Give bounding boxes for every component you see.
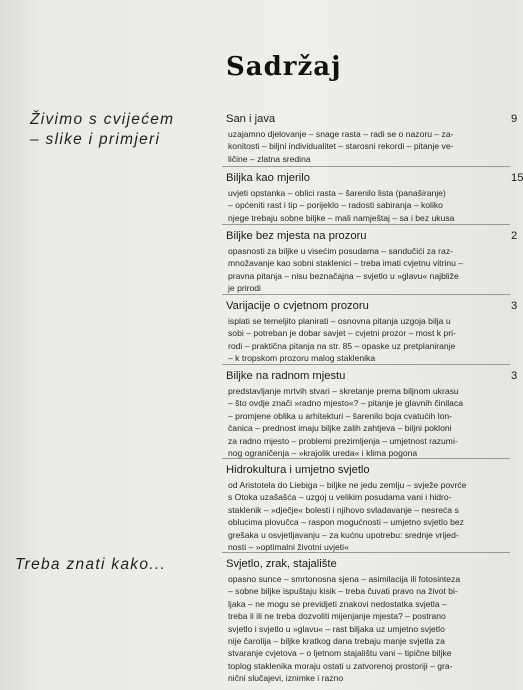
toc-entry (222, 552, 517, 685)
desc-line: toplog staklenika moraju ostati u zatvorenoj prostoriji – gra- (228, 660, 453, 671)
toc-entry (222, 224, 517, 294)
desc-line: ličine – zlatna sredina (228, 153, 311, 164)
toc-entry-desc (222, 245, 508, 295)
desc-line: nog ograničenja – »krajolik ureda« i klima pogona (228, 448, 418, 459)
toc-entry (222, 458, 517, 552)
toc-entry-desc (222, 315, 508, 365)
desc-line: sobi – potreban je dobar savjet – cvjetni prozor – most k pri- (228, 328, 456, 339)
desc-line: pravna pitanja – nisu beznačajna – svjetlo u »glavu« najbliže (228, 270, 459, 281)
toc-entry-desc (222, 479, 508, 553)
toc-entry (222, 166, 523, 224)
desc-line: svjetlo i svjetlo u »glavu« – rast biljaka uz umjetno svjetlo (228, 623, 445, 634)
section-heading-treba-znati (15, 555, 166, 575)
toc-entry-page: 3 (511, 300, 518, 312)
toc-entry-page: 15 (511, 172, 523, 184)
desc-line: množavanje kao sobni staklenici – treba imati cvjetnu vitrinu – (228, 258, 464, 269)
desc-line: – općeniti rast i tip – porijeklo – radosti sabiranja – koliko (228, 200, 443, 211)
toc-entry (222, 364, 517, 458)
toc-entry (222, 112, 517, 166)
divider (222, 166, 510, 167)
toc-entries (222, 112, 523, 685)
desc-line: staklenik – »dječje« bolesti i njihovo svladavanje – nesreća s (228, 504, 459, 515)
toc-entry-desc (222, 187, 508, 224)
desc-line: stvaranje cvjetova – o ljetnom stajalištu vani – tipične biljke (228, 648, 452, 659)
desc-line: – sobne biljke ispuštaju kisik – treba čuvati pravo na život bi- (228, 586, 458, 597)
desc-line: isplati se temeljito planirati – osnovna pitanja uzgoja bilja u (228, 316, 451, 326)
desc-line: s Otoka uzašašća – uzgoj u velikim posudama vani i hidro- (228, 492, 452, 503)
toc-entry-title: Hidrokultura i umjetno svjetlo (226, 464, 370, 476)
toc-entry-page: 3 (511, 370, 518, 382)
desc-line: ljaka – ne mogu se previdjeti znakovi nedostatka svjetla – (228, 598, 447, 609)
toc-entry-title: Biljka kao mjerilo (226, 172, 310, 184)
section-heading-line: Treba znati kako... (15, 556, 167, 573)
toc-entry-page: 2 (511, 230, 518, 242)
desc-line: za radno mjesto – problemi prezimljenja – umjetnost razumi- (228, 435, 458, 446)
divider (222, 364, 510, 365)
toc-entry-desc (222, 128, 508, 165)
desc-line: – k tropskom prozoru malog staklenika (228, 353, 376, 364)
toc-entry-title: Biljke na radnom mjestu (226, 370, 346, 382)
divider (222, 294, 510, 295)
desc-line: opasno sunce – smrtonosna sjena – asimilacija ili fotosinteza (228, 574, 461, 584)
toc-entry-title: Svjetlo, zrak, stajalište (226, 558, 337, 570)
desc-line: je prirodi (228, 283, 261, 294)
desc-line: čanica – prednost imaju biljke zalih zahtjeva – biljni pokloni (228, 423, 452, 434)
desc-line: – što ovdje znači »radno mjesto«? – pitanje je glavnih činilaca (228, 398, 464, 409)
desc-line: – promjene oblika u arhitekturi – šarenilo boja cvatućih lon- (228, 410, 453, 421)
desc-line: uzajamno djelovanje – snage rasta – radi se o nazoru – za- (228, 129, 454, 139)
section-heading-line: – slike i primjeri (30, 131, 161, 148)
desc-line: treba li ili ne treba dozvoliti mijenjanje mjesta? – postrano (228, 611, 446, 622)
desc-line: predstavljanje mrtvih stvari – skretanje prema biljnom ukrasu (228, 386, 459, 396)
desc-line: nični slučajevi, iznimke i razno (228, 673, 344, 684)
section-heading-zivimo (30, 110, 174, 150)
toc-entry-desc (222, 573, 508, 685)
desc-line: grešaka u osvjetljavanju – za kućnu upotrebu: srednje vrijed- (228, 529, 459, 540)
toc-entry-title: San i java (226, 113, 276, 125)
desc-line: rodi – praktična pitanja na str. 85 – opaske uz pretplaniranje (228, 340, 456, 351)
toc-entry-title: Biljke bez mjesta na prozoru (226, 230, 367, 242)
toc-entry (222, 294, 517, 364)
section-heading-line: Živimo s cvijećem (30, 111, 175, 128)
desc-line: uvjeti opstanka – oblici rasta – šarenilo lista (panaširanje) (228, 188, 446, 198)
divider (222, 224, 510, 225)
divider (222, 552, 510, 553)
toc-entry-page: 9 (511, 113, 518, 125)
desc-line: oblucima plovučca – raspon mogućnosti – umjetno svjetlo bez (228, 517, 464, 528)
toc-entry-desc (222, 385, 508, 459)
desc-line: nije čarolija – biljke kratkog dana trebaju manje svjetla za (228, 636, 445, 647)
page-title: Sadržaj (226, 52, 342, 82)
desc-line: konitosti – biljni individualitet – starosni rekordi – pitanje ve- (228, 141, 454, 152)
desc-line: opasnosti za biljke u visećim posudama – sandučići za raz- (228, 246, 453, 256)
divider (222, 458, 510, 459)
desc-line: njege trebaju sobne biljke – mali namještaj – sa i bez ukusa (228, 212, 455, 223)
desc-line: od Aristotela do Liebiga – biljke ne jedu zemlju – svježe povrće (228, 480, 467, 490)
desc-line: nosti – »optimalni životni uvjeti« (228, 542, 349, 553)
toc-entry-title: Varijacije o cvjetnom prozoru (226, 300, 369, 312)
